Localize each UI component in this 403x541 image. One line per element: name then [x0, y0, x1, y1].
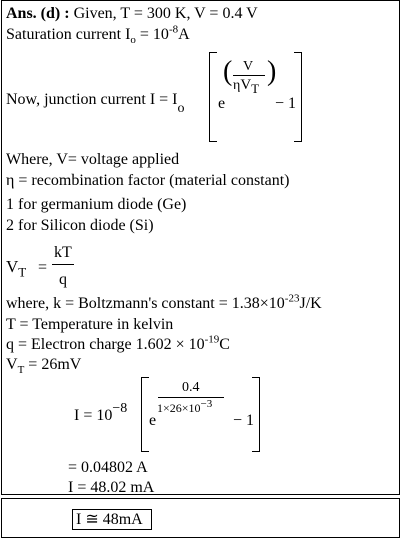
boltzmann-text: where, k = Boltzmann's constant = 1.38×10 [6, 295, 285, 312]
junction-sub: o [177, 101, 185, 117]
final-answer: I ≅ 48mA [76, 511, 143, 528]
given-values: Given, T = 300 K, V = 0.4 V [69, 5, 258, 22]
calc-fraction-line [158, 397, 224, 398]
silicon-line: 2 for Silicon diode (Si) [6, 217, 154, 234]
junction-right-paren: ) [267, 56, 277, 87]
saturation-label: Saturation current I [6, 26, 131, 43]
junction-e: e [218, 95, 226, 112]
saturation-exp: -8 [168, 23, 179, 36]
junction-denominator [233, 77, 260, 96]
junction-numerator: V [243, 59, 254, 74]
calc-result-milliamps: I = 48.02 mA [68, 479, 155, 496]
calc-den-exp: −3 [200, 398, 213, 410]
vt-value-text: = 26mV [24, 356, 82, 373]
answer-header [6, 6, 258, 22]
electron-charge-unit: C [219, 336, 230, 353]
temperature-line: T = Temperature in kelvin [6, 316, 174, 333]
vt-lhs: V [6, 257, 19, 276]
vt-value-v: V [6, 356, 18, 373]
boltzmann-exp: -23 [284, 292, 300, 305]
saturation-current-line [6, 23, 190, 47]
vt-denominator: q [59, 271, 67, 288]
vt-formula-eq: = [38, 259, 48, 276]
calc-lhs [74, 400, 128, 424]
calc-lhs-exp: −8 [112, 400, 128, 416]
calc-result-amps: = 0.04802 A [68, 459, 148, 476]
junction-left-bracket [209, 52, 217, 142]
vt-numerator: kT [54, 244, 72, 261]
calc-minus-one: − 1 [233, 412, 255, 429]
saturation-eq: = 10 [135, 26, 169, 43]
junction-fraction-line [233, 75, 265, 76]
calc-numerator: 0.4 [182, 380, 200, 395]
saturation-sub: o [130, 34, 136, 47]
calc-denominator [157, 398, 213, 415]
germanium-line: 1 for germanium diode (Ge) [6, 196, 187, 213]
where-eta: η = recombination factor (material constant) [6, 172, 290, 189]
answer-label: Ans. (d) : [6, 5, 70, 22]
answer-frame [1, 498, 400, 538]
electron-charge-exp: -19 [204, 333, 220, 346]
vt-value-sub: T [17, 364, 25, 377]
junction-minus-one: − 1 [275, 95, 297, 112]
calc-den-text: 1×26×10 [157, 401, 201, 415]
where-voltage: Where, V= voltage applied [6, 151, 180, 168]
junction-current-label [6, 91, 185, 117]
junction-label-text: Now, junction current I = I [6, 91, 178, 108]
boltzmann-line [6, 292, 322, 312]
vt-value-line [6, 356, 82, 377]
vt-formula-lhs [6, 257, 27, 280]
vt-fraction-line [52, 264, 74, 265]
junction-den-v: V [240, 77, 252, 93]
junction-left-paren: ( [223, 56, 233, 87]
saturation-unit: A [178, 26, 190, 43]
boltzmann-unit: J/K [299, 295, 322, 312]
calc-lhs-text: I = 10 [74, 407, 113, 424]
calc-e: e [149, 412, 157, 429]
electron-charge-line [6, 333, 230, 353]
electron-charge-text: q = Electron charge 1.602 × 10 [6, 336, 205, 353]
vt-lhs-sub: T [18, 264, 27, 280]
calc-left-bracket [141, 377, 149, 452]
junction-eta: η [233, 78, 241, 93]
junction-den-sub: T [251, 80, 260, 96]
